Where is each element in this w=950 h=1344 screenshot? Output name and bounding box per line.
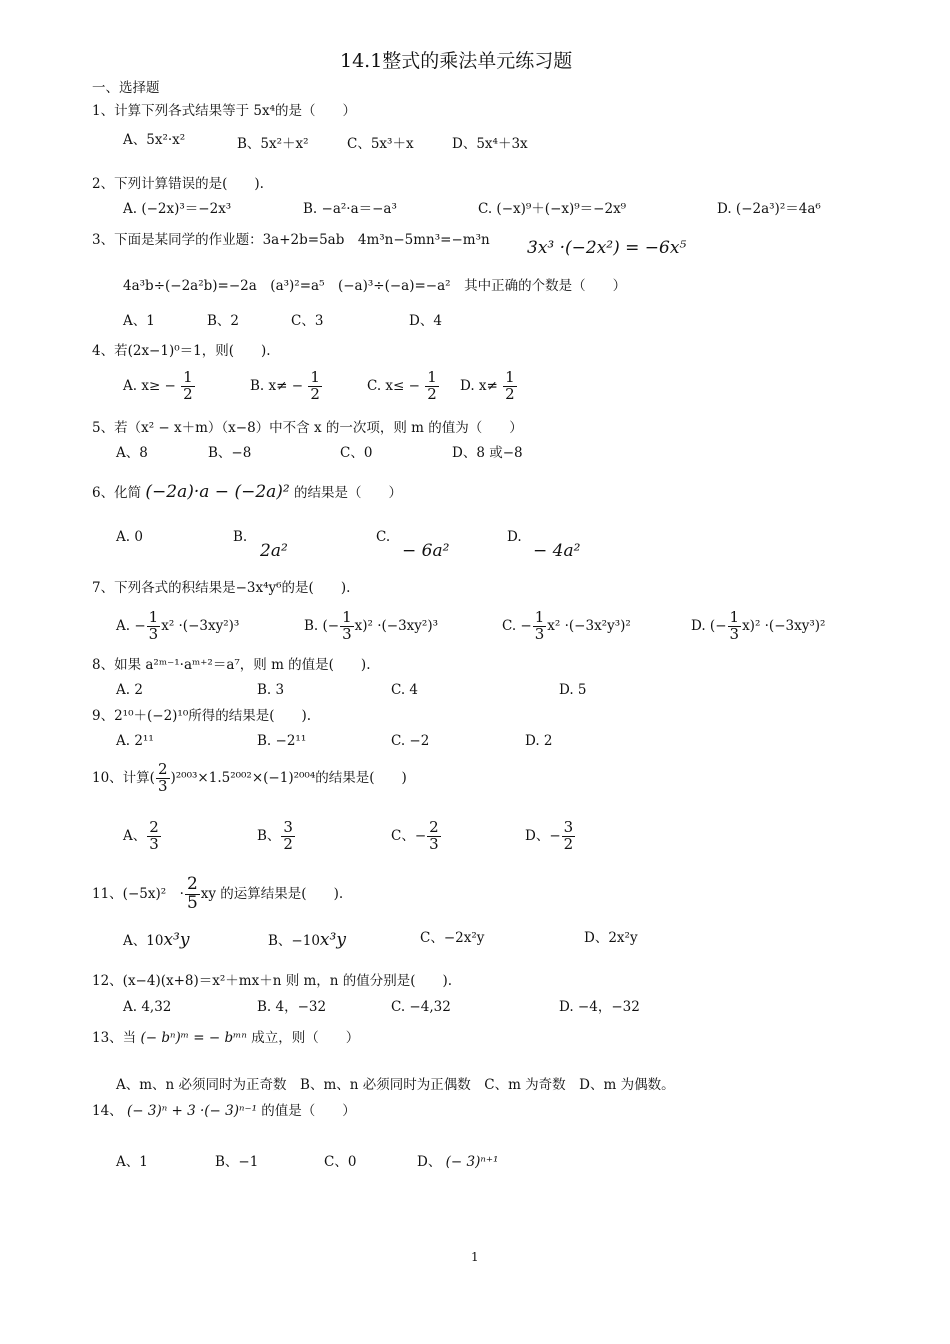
q14-expression: (− 3)ⁿ + 3 ·(− 3)ⁿ⁻¹ — [126, 1103, 257, 1119]
q4-option-b — [250, 370, 323, 403]
q6-expression: (−2a)·a − (−2a)² — [145, 482, 290, 502]
q5-option-c: C、0 — [340, 445, 373, 461]
q2-stem: 2、下列计算错误的是( ). — [92, 176, 264, 192]
q4-option-c-label: C. x≤ − — [367, 377, 420, 394]
q3-line2: 4a³b÷(−2a²b)=−2a (a³)²=a⁵ (−a)³÷(−a)=−a² 其中正确的个数是（ ） — [123, 278, 627, 294]
q7-option-c-pre: C. − — [502, 617, 532, 634]
q4-stem: 4、若(2x−1)⁰＝1，则( ). — [92, 343, 271, 359]
q7-option-d-post: x)² ·(−3xy³)² — [742, 617, 826, 634]
q14-stem-pre: 14、 — [92, 1103, 123, 1119]
q7-option-c-fraction: $\frac{1}{3}$ — [534, 608, 545, 643]
q4-option-d — [460, 370, 518, 403]
q7-option-a — [116, 610, 239, 643]
q10-option-d-fraction: $\frac{3}{2}$ — [563, 818, 574, 853]
q10-stem — [92, 762, 407, 795]
q7-option-c-post: x² ·(−3x²y³)² — [547, 617, 631, 634]
q5-option-b: B、−8 — [208, 445, 252, 461]
q7-option-b — [304, 610, 438, 643]
q11-option-b-label: B、−10 — [268, 933, 320, 949]
q10-stem-fraction: $\frac{2}{3}$ — [157, 760, 168, 795]
q3-option-c: C、3 — [291, 313, 324, 329]
q11-option-c: C、−2x²y — [420, 930, 485, 946]
q14-option-a: A、1 — [116, 1154, 148, 1170]
q4-option-b-label: B. x≠ − — [250, 377, 304, 394]
q9-option-b: B. −2¹¹ — [257, 733, 307, 749]
q11-option-b-value: x³y — [319, 930, 346, 950]
q10-stem-post: )²⁰⁰³×1.5²⁰⁰²×(−1)²⁰⁰⁴的结果是( ) — [170, 769, 407, 786]
q13-stem-pre: 13、当 — [92, 1030, 137, 1046]
q8-option-d: D. 5 — [559, 682, 587, 698]
q7-option-a-post: x² ·(−3xy²)³ — [161, 617, 240, 634]
q7-stem: 7、下列各式的积结果是−3x⁴y⁶的是( ). — [92, 580, 351, 596]
q4-option-c-fraction: $\frac{1}{2}$ — [427, 368, 437, 403]
q2-option-a: A. (−2x)³＝−2x³ — [123, 201, 232, 217]
q10-option-a-fraction: $\frac{2}{3}$ — [149, 818, 159, 853]
q1-option-c: C、5x³＋x — [347, 136, 414, 152]
q2-option-d: D. (−2a³)²＝4a⁶ — [717, 201, 821, 217]
q4-option-b-fraction: $\frac{1}{2}$ — [310, 368, 320, 403]
q8-option-c: C. 4 — [391, 682, 419, 698]
q6-option-a: A. 0 — [116, 529, 143, 545]
q5-option-d: D、8 或−8 — [452, 445, 523, 461]
q14-option-b: B、−1 — [215, 1154, 259, 1170]
q7-option-b-pre: B. (− — [304, 617, 340, 634]
q6-stem-pre: 6、化简 — [92, 485, 142, 501]
q6-option-d: D. — [507, 529, 522, 545]
q10-option-c-fraction: $\frac{2}{3}$ — [429, 818, 439, 853]
q10-option-a — [123, 820, 162, 853]
q4-option-d-fraction: $\frac{1}{2}$ — [505, 368, 515, 403]
q5-stem: 5、若（x² − x＋m）（x−8）中不含 x 的一次项，则 m 的值为（ ） — [92, 420, 523, 436]
q13-stem — [92, 1030, 359, 1046]
q4-option-a-fraction: $\frac{1}{2}$ — [183, 368, 193, 403]
q11-stem-post: xy 的运算结果是( ). — [200, 885, 344, 902]
q14-option-c: C、0 — [324, 1154, 357, 1170]
q4-option-c — [367, 370, 440, 403]
q3-option-d: D、4 — [409, 313, 442, 329]
q11-option-a — [123, 930, 189, 950]
q6-option-c-value: − 6a² — [402, 541, 450, 561]
q10-option-b-fraction: $\frac{3}{2}$ — [283, 818, 293, 853]
q10-option-d — [525, 820, 576, 853]
q8-option-a: A. 2 — [116, 682, 143, 698]
q9-stem: 9、2¹⁰＋(−2)¹⁰所得的结果是( ). — [92, 708, 312, 724]
q11-stem-fraction: $\frac{2}{5}$ — [186, 874, 198, 913]
q10-option-c-label: C、− — [391, 827, 427, 844]
q14-option-d-label: D、 — [417, 1154, 442, 1170]
q2-option-b: B. −a²·a＝−a³ — [303, 201, 397, 217]
q7-option-d-pre: D. (− — [691, 617, 727, 634]
q13-expression: (− bⁿ)ᵐ = − bᵐⁿ — [140, 1030, 247, 1046]
q10-option-b — [257, 820, 296, 853]
q5-option-a: A、8 — [116, 445, 148, 461]
q7-option-a-pre: A. − — [116, 617, 146, 634]
section-heading: 一、选择题 — [92, 80, 160, 96]
q1-option-a: A、5x²·x² — [123, 132, 186, 148]
q9-option-a: A. 2¹¹ — [116, 733, 154, 749]
q1-stem: 1、计算下列各式结果等于 5x⁴的是（ ） — [92, 103, 356, 119]
q6-option-d-value: − 4a² — [533, 541, 581, 561]
q10-option-b-label: B、 — [257, 827, 281, 844]
q10-stem-pre: 10、计算( — [92, 769, 155, 786]
q12-option-b: B. 4，−32 — [257, 999, 327, 1015]
q3-option-a: A、1 — [123, 313, 155, 329]
q14-stem-post: 的值是（ ） — [261, 1103, 356, 1119]
q8-stem: 8、如果 a²ᵐ⁻¹·aᵐ⁺²＝a⁷，则 m 的值是( ). — [92, 657, 371, 673]
q10-option-a-label: A、 — [123, 827, 147, 844]
q1-option-d: D、5x⁴＋3x — [452, 136, 528, 152]
q14-option-d-value: (− 3)ⁿ⁺¹ — [445, 1154, 499, 1170]
page-number: 1 — [471, 1250, 479, 1264]
q3-option-b: B、2 — [207, 313, 240, 329]
q14-option-d — [417, 1154, 498, 1170]
q2-option-c: C. (−x)⁹＋(−x)⁹＝−2x⁹ — [478, 201, 627, 217]
q6-option-b-value: 2a² — [260, 541, 288, 561]
q12-stem: 12、(x−4)(x+8)＝x²＋mx＋n 则 m，n 的值分别是( ). — [92, 973, 453, 989]
q12-option-a: A. 4,32 — [123, 999, 172, 1015]
q11-stem — [92, 876, 343, 913]
q10-option-c — [391, 820, 442, 853]
q1-option-b: B、5x²＋x² — [237, 136, 309, 152]
q7-option-d — [691, 610, 825, 643]
q14-stem — [92, 1103, 356, 1119]
q9-option-d: D. 2 — [525, 733, 553, 749]
q11-stem-pre: 11、(−5x)² · — [92, 885, 184, 902]
q4-option-a — [123, 370, 196, 403]
q11-option-b — [268, 930, 346, 950]
q7-option-b-fraction: $\frac{1}{3}$ — [342, 608, 352, 643]
q3-formula: 3x³ ·(−2x²) = −6x⁵ — [527, 238, 687, 258]
q13-options: A、m、n 必须同时为正奇数 B、m、n 必须同时为正偶数 C、m 为奇数 D、m 为偶数。 — [116, 1077, 675, 1093]
q4-option-a-label: A. x≥ − — [123, 377, 176, 394]
q10-option-d-label: D、− — [525, 827, 561, 844]
q9-option-c: C. −2 — [391, 733, 430, 749]
q11-option-d: D、2x²y — [584, 930, 638, 946]
q6-option-b: B. — [233, 529, 248, 545]
q13-stem-post: 成立，则（ ） — [251, 1030, 360, 1046]
q7-option-b-post: x)² ·(−3xy²)³ — [354, 617, 439, 634]
q4-option-d-label: D. x≠ — [460, 377, 498, 394]
q8-option-b: B. 3 — [257, 682, 285, 698]
q11-option-a-value: x³y — [163, 930, 190, 950]
q3-stem: 3、下面是某同学的作业题：3a+2b=5ab 4m³n−5mn³=−m³n — [92, 232, 490, 248]
q12-option-c: C. −4,32 — [391, 999, 451, 1015]
q7-option-a-fraction: $\frac{1}{3}$ — [148, 608, 159, 643]
q6-stem-post: 的结果是（ ） — [294, 485, 403, 501]
page-title: 14.1整式的乘法单元练习题 — [340, 50, 573, 72]
q6-option-c: C. — [376, 529, 391, 545]
q7-option-d-fraction: $\frac{1}{3}$ — [729, 608, 740, 643]
q6-stem — [92, 482, 402, 502]
q11-option-a-label: A、10 — [123, 933, 164, 949]
q12-option-d: D. −4，−32 — [559, 999, 640, 1015]
q7-option-c — [502, 610, 631, 643]
